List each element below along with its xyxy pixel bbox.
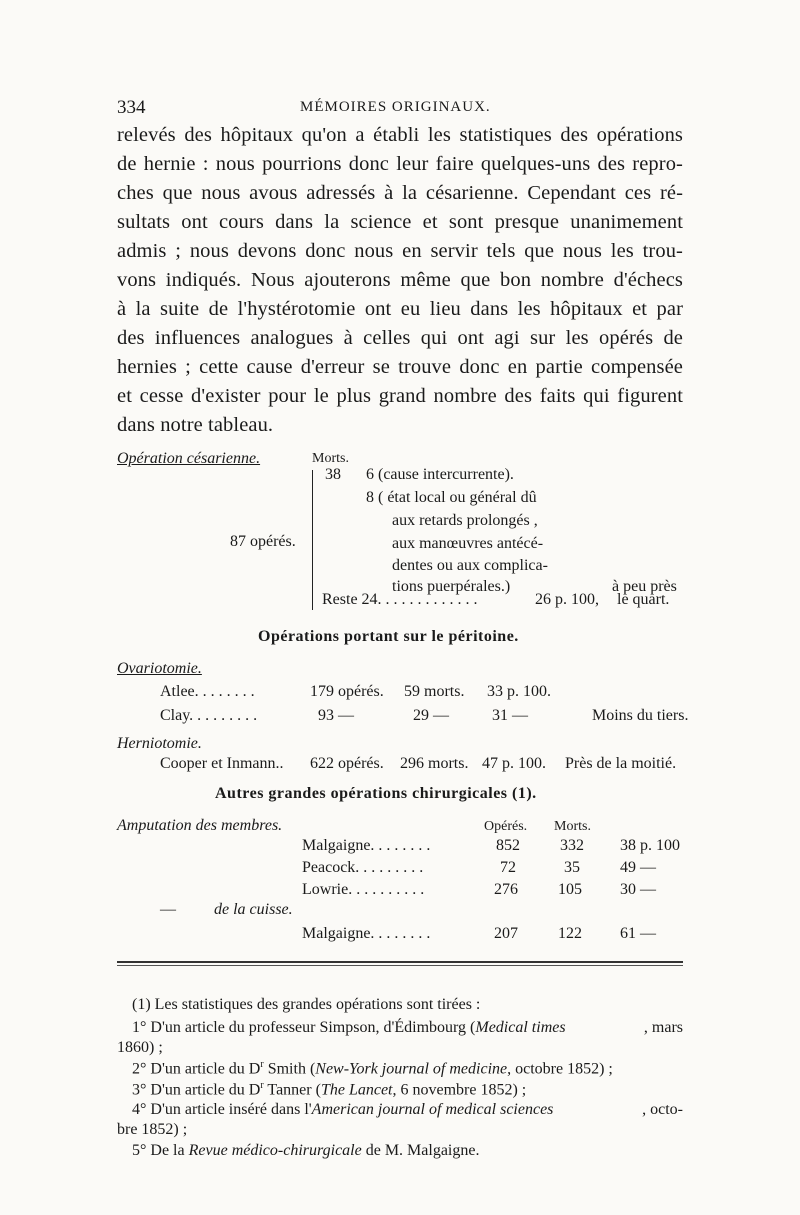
brace [312,470,313,610]
cuisse-malgaigne-pct: 61 — [620,925,656,942]
body-line: ches que nous avous adressés à la césarienne. Cependant ces ré- [117,182,683,204]
body-line: hernies ; cette cause d'erreur se trouve donc en partie compensée [117,356,683,378]
footnote-1 [132,1019,683,1037]
body-line: des influences analogues à celles qui ont agi sur les opérés de [117,327,683,349]
atlee-operes: 179 opérés. [310,683,384,700]
cesarienne-line3: aux retards prolongés , [392,512,538,529]
peacock-morts: 35 [564,859,580,876]
body-line: dans notre tableau. [117,414,274,436]
atlee-morts: 59 morts. [404,683,465,700]
clay-operes: 93 — [318,707,354,724]
cesarienne-reste: Reste 24. . . . . . . . . . . . . [322,591,478,608]
lowrie-name: Lowrie. . . . . . . . . . [302,881,425,898]
footnote-4-cont: bre 1852) ; [117,1121,188,1138]
peacock-pct: 49 — [620,859,656,876]
page-number: 334 [117,97,146,118]
peritoine-heading: Opérations portant sur le péritoine. [258,628,519,645]
footnote-2: 2° D'un article du $D^r$ Smith (New-York journal of medicine, octobre 1852) ; [132,1059,613,1078]
footnote-1-text: 1° D'un article du professeur Simpson, d'Édimbourg (Medical times [132,1019,566,1036]
cuisse-label: de la cuisse. [214,901,293,918]
clay-note: Moins du tiers. [592,707,689,724]
malgaigne-morts: 332 [560,837,584,854]
cooper-name: Cooper et Inmann.. [160,755,284,772]
body-line: de hernie : nous pourrions donc leur faire quelques-uns des repro- [117,153,683,175]
lowrie-morts: 105 [558,881,582,898]
body-line: vons indiqués. Nous ajouterons même que bon nombre d'échecs [117,269,683,291]
running-title: MÉMOIRES ORIGINAUX. [300,99,491,115]
atlee-name: Atlee. . . . . . . . [160,683,255,700]
atlee-pct: 33 p. 100. [487,683,551,700]
body-line: et cesse d'exister pour le plus grand nombre des faits qui figurent [117,385,683,407]
body-line: admis ; nous devons donc nous en servir tels que nous les trou- [117,240,683,262]
body-line: à la suite de l'hystérotomie ont eu lieu dans les hôpitaux et par [117,298,683,320]
footnote-intro: (1) Les statistiques des grandes opérations sont tirées : [132,996,481,1013]
peacock-name: Peacock. . . . . . . . . [302,859,424,876]
cesarienne-line6: tions puerpérales.) [392,578,511,595]
col-morts: Morts. [554,819,591,834]
cesarienne-total: 87 opérés. [230,533,296,550]
body-line: relevés des hôpitaux qu'on a établi les statistiques des opérations [117,124,683,146]
footnote-rule-thin [117,965,683,966]
cesarienne-line4: aux manœuvres antécé- [392,535,544,552]
malgaigne-operes: 852 [496,837,520,854]
cuisse-malgaigne-operes: 207 [494,925,518,942]
malgaigne-name: Malgaigne. . . . . . . . [302,837,431,854]
footnote-3: 3° D'un article du $D^r$ Tanner (The Lancet, 6 novembre 1852) ; [132,1080,527,1099]
clay-morts: 29 — [413,707,449,724]
herniotomie-label: Herniotomie. [117,735,202,752]
cooper-morts: 296 morts. [400,755,469,772]
lowrie-operes: 276 [494,881,518,898]
cuisse-malgaigne-morts: 122 [558,925,582,942]
footnote-5: 5° De la Revue médico-chirurgicale de M. Malgaigne. [132,1142,480,1159]
peacock-operes: 72 [500,859,516,876]
footnote-4: 4° D'un article inséré dans l'American journal of medical sciences , octo- [132,1101,683,1118]
footnote-rule [117,961,683,963]
cesarienne-line2: 8 ( état local ou général dû [366,489,537,506]
amputation-label: Amputation des membres. [117,817,283,834]
cuisse-dash: — [160,901,176,918]
le-quart: le quart. [617,591,670,608]
cesarienne-line1-n: 38 [325,466,341,483]
ovariotomie-label: Ovariotomie. [117,660,202,677]
clay-pct: 31 — [492,707,528,724]
cesarienne-line5: dentes ou aux complica- [392,557,548,574]
autres-heading: Autres grandes opérations chirurgicales (1). [215,785,537,802]
cesarienne-reste-result: 26 p. 100, [535,591,599,608]
body-line: sultats ont cours dans la science et sont presque unanimement [117,211,683,233]
cooper-operes: 622 opérés. [310,755,384,772]
cooper-note: Près de la moitié. [565,755,677,772]
a-peu-pres: à peu près [612,578,677,595]
morts-header: Morts. [312,451,349,466]
footnote-1-cont: 1860) ; [117,1039,163,1056]
cesarienne-line1: 6 (cause intercurrente). [366,466,514,483]
footnote-1-end: , mars [643,1019,683,1036]
cuisse-malgaigne-name: Malgaigne. . . . . . . . [302,925,431,942]
lowrie-pct: 30 — [620,881,656,898]
cooper-pct: 47 p. 100. [482,755,546,772]
malgaigne-pct: 38 p. 100 [620,837,680,854]
clay-name: Clay. . . . . . . . . [160,707,258,724]
cesarienne-title: Opération césarienne. [117,450,261,467]
col-operes: Opérés. [484,819,528,834]
